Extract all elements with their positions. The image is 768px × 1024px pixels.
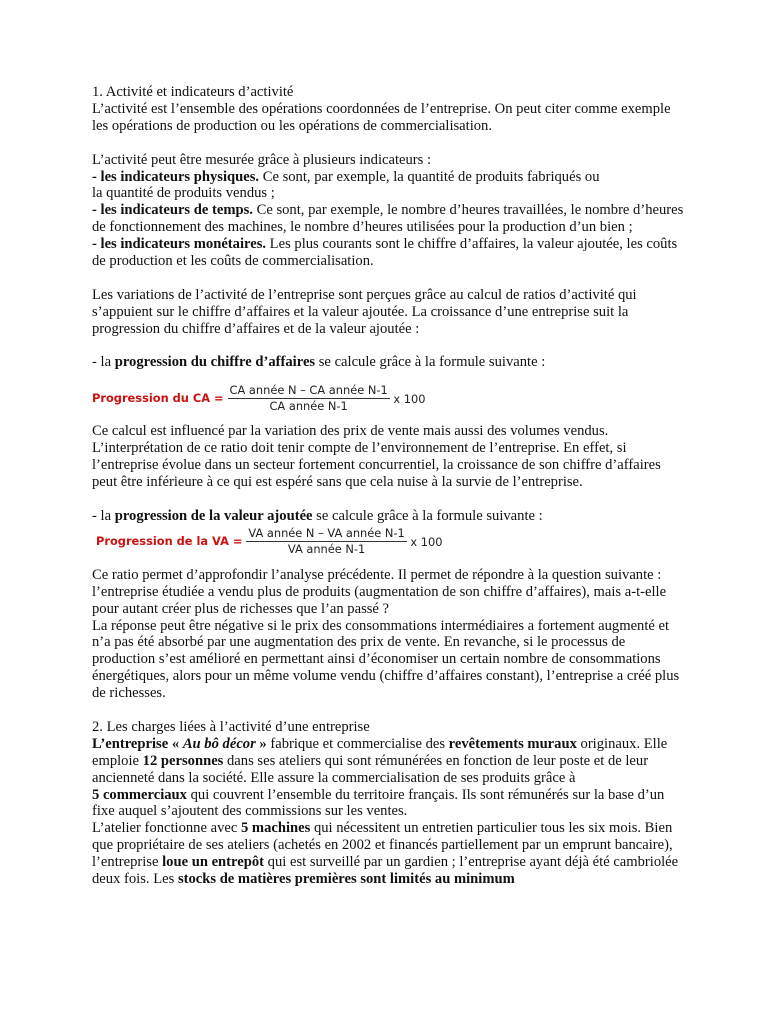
indicator-monetary [92, 236, 684, 270]
sales-count: 5 commerciaux [92, 786, 187, 803]
indicator-title: les indicateurs de temps. [100, 202, 253, 219]
intro-suffix: se calcule grâce à la formule suivante : [315, 354, 546, 371]
formula-fraction [228, 384, 390, 413]
ca-comment: Ce calcul est influencé par la variation des prix de vente mais aussi des volumes vendus. L’interprétation de ce ratio doit tenir compte de l’environnement de l’entreprise. En effet, si l’entreprise évolue dans un secteur fortement concurrentiel, la croissance de son chiffre d’affaires peut être inférieure à ce qui est espéré sans que cela nuise à la survie de l’entreprise. [92, 423, 661, 491]
sales-paragraph [92, 787, 684, 821]
text-run: qui est surveillé par un gardien ; l’entreprise ayant déjà été cambriolée deux fois. Les [92, 854, 679, 888]
formula-multiplier: x 100 [389, 392, 426, 407]
formula-va [92, 527, 684, 556]
spacer [92, 135, 684, 152]
va-comment-question: Ce ratio permet d’approfondir l’analyse précédente. Il permet de répondre à la question suivante : l’entreprise étudiée a vendu plus de produits (augmentation de son chiffre d’affaires), mais a-t-elle pour autant créer plus de richesses que l’an passé ? [92, 566, 667, 617]
spacer [92, 702, 684, 719]
measure-intro: L’activité peut être mesurée grâce à plusieurs indicateurs : [92, 151, 432, 168]
indicator-text: Les plus courants sont le chiffre d’affaires, la valeur ajoutée, les coûts de production et les coûts de commercialisation. [92, 236, 678, 270]
spacer [92, 338, 684, 355]
section-1-heading: 1. Activité et indicateurs d’activité [92, 84, 294, 100]
document-page [92, 84, 684, 888]
indicator-prefix: - [92, 236, 101, 253]
text-run: originaux. Elle emploie [92, 735, 668, 769]
intro-keyword: progression de la valeur ajoutée [114, 507, 313, 524]
intro-prefix: - la [92, 354, 115, 371]
section-2-heading: 2. Les charges liées à l’activité d’une entreprise [92, 718, 370, 735]
indicator-title: les indicateurs monétaires. [100, 236, 267, 253]
formula-label: Progression du CA = [92, 391, 228, 406]
va-comment-answer: La réponse peut être négative si le prix des consommations intermédiaires a fortement augmenté et n’a pas été absorbé par une augmentation des prix de vente. En revanche, si le processus de production s’est amélioré en permettant ainsi d’économiser un certain nombre de consommations énergétiques, alors pour un même volume vendu (chiffre d’affaires constant), l’entreprise a créé plus de richesses. [92, 617, 680, 702]
indicator-physical [92, 169, 684, 203]
text-run: L’atelier fonctionne avec [92, 820, 241, 837]
variations-paragraph: Les variations de l’activité de l’entreprise sont perçues grâce au calcul de ratios d’activité qui s’appuient sur le chiffre d’affaires et la valeur ajoutée. La croissance d’une entreprise suit la progression du chiffre d’affaires et de la valeur ajoutée : [92, 286, 637, 337]
va-formula-intro [92, 508, 684, 525]
text-run: dans ses ateliers qui sont rémunérées en fonction de leur poste et de leur ancienneté dans la société. Elle assure la commercialisation de ses produits grâce à [92, 752, 649, 786]
formula-denominator: CA année N-1 [269, 399, 348, 414]
product-keyword: revêtements muraux [448, 735, 577, 752]
formula-label: Progression de la VA = [96, 533, 247, 548]
intro-suffix: se calcule grâce à la formule suivante : [312, 507, 543, 524]
text-run: fabrique et commercialise des [266, 735, 449, 752]
stock-keyword: stocks de matières premières sont limités au minimum [177, 871, 515, 888]
company-name-close: » [255, 735, 267, 752]
indicator-prefix: - [92, 168, 101, 185]
indicator-text: Ce sont, par exemple, la quantité de produits fabriqués ou [259, 168, 600, 185]
intro-prefix: - la [92, 507, 115, 524]
indicator-prefix: - [92, 202, 101, 219]
indicator-text: la quantité de produits vendus ; [92, 185, 275, 202]
formula-numerator: VA année N – VA année N-1 [248, 525, 405, 540]
workshop-paragraph [92, 820, 684, 888]
formula-denominator: VA année N-1 [287, 541, 366, 556]
indicator-title: les indicateurs physiques. [100, 168, 260, 185]
text-run: qui couvrent l’ensemble du territoire français. Ils sont rémunérés sur la base d’un fixe auquel s’ajoutent des commissions sur les ventes. [92, 786, 665, 820]
text-run: qui nécessitent un entretien particulier tous les six mois. Bien que propriétaire de ses ateliers (achetés en 2002 et financés partiellement par un emprunt bancaire), l’entreprise [92, 820, 673, 871]
machine-count: 5 machines [240, 820, 311, 837]
intro-keyword: progression du chiffre d’affaires [114, 354, 316, 371]
company-paragraph [92, 736, 684, 787]
staff-count: 12 personnes [142, 752, 224, 769]
company-name: Au bô décor [182, 735, 256, 752]
company-name-open: L’entreprise « [92, 735, 183, 752]
spacer [92, 491, 684, 508]
formula-ca [92, 384, 684, 413]
spacer [92, 270, 684, 287]
formula-fraction [246, 527, 406, 556]
indicator-time [92, 202, 684, 236]
formula-multiplier: x 100 [406, 534, 443, 549]
indicator-text: Ce sont, par exemple, le nombre d’heures travaillées, le nombre d’heures de fonctionnement des machines, le nombre d’heures utilisées pour la production d’un bien ; [92, 202, 684, 236]
warehouse-keyword: loue un entrepôt [162, 854, 265, 871]
ca-formula-intro [92, 354, 684, 371]
formula-numerator: CA année N – CA année N-1 [229, 383, 388, 398]
activity-definition: L’activité est l’ensemble des opérations coordonnées de l’entreprise. On peut citer comme exemple les opérations de production ou les opérations de commercialisation. [92, 100, 671, 134]
